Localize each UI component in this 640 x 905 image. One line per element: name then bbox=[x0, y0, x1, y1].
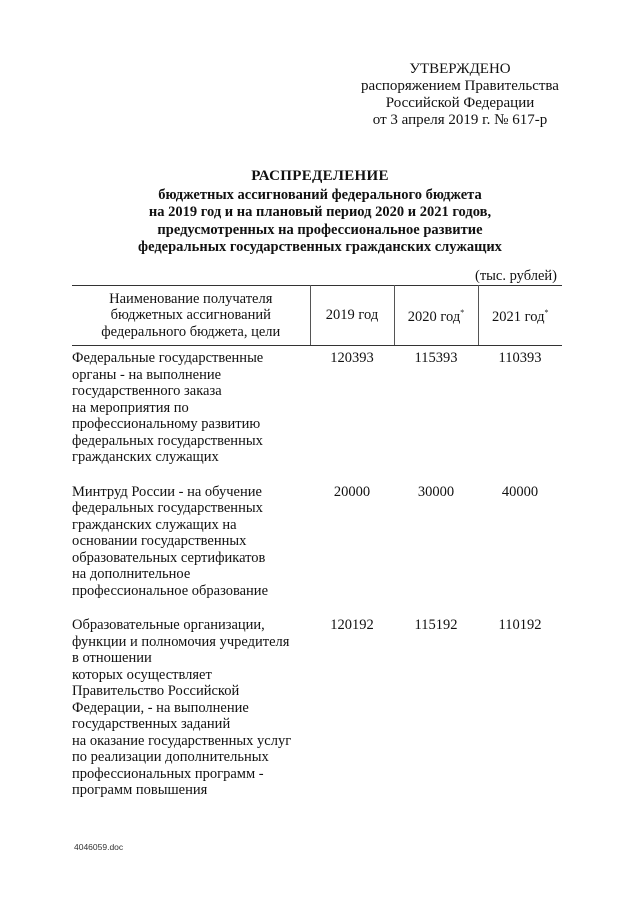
recipient-line: государственного заказа bbox=[72, 383, 222, 399]
approval-date-number: от 3 апреля 2019 г. № 617-р bbox=[372, 112, 548, 128]
value-2019: 120192 bbox=[330, 617, 374, 633]
title-line-1: бюджетных ассигнований федерального бюджета bbox=[158, 186, 482, 203]
recipient-line: профессиональных программ - bbox=[72, 765, 264, 782]
document-title bbox=[100, 168, 540, 257]
recipient-line: профессиональному развитию bbox=[72, 416, 261, 432]
recipient-line: на дополнительное bbox=[72, 566, 191, 582]
value-2020: 115393 bbox=[414, 350, 458, 366]
recipient-line: Федеральные государственные bbox=[72, 350, 264, 366]
header-2019 bbox=[310, 286, 394, 346]
value-2019: 20000 bbox=[333, 483, 371, 500]
recipient-line: на оказание государственных услуг bbox=[72, 732, 292, 749]
table-header-row bbox=[72, 286, 562, 346]
header-2020 bbox=[394, 286, 478, 346]
header-2020-label: 2020 год bbox=[407, 309, 461, 326]
recipient-line: функции и полномочия учредителя bbox=[72, 633, 290, 650]
recipient-line: гражданских служащих на bbox=[72, 516, 237, 533]
header-2021 bbox=[478, 286, 562, 346]
recipient-line: профессиональное образование bbox=[72, 582, 269, 599]
value-2021: 40000 bbox=[501, 483, 539, 500]
budget-table bbox=[72, 285, 562, 817]
header-recipient-line: бюджетных ассигнований bbox=[110, 307, 271, 324]
approval-order-line: распоряжением Правительства bbox=[361, 78, 559, 94]
recipient-line: Правительство Российской bbox=[72, 683, 240, 699]
recipient-line: в отношении bbox=[72, 650, 152, 666]
recipient-line: федеральных государственных bbox=[72, 432, 263, 449]
recipient-line: Образовательные организации, bbox=[72, 617, 265, 633]
recipient-line: которых осуществляет bbox=[72, 666, 212, 683]
value-2021: 110192 bbox=[498, 617, 542, 633]
value-2020: 115192 bbox=[414, 617, 458, 633]
row-recipient bbox=[72, 617, 310, 817]
table-row bbox=[72, 484, 562, 618]
recipient-line: основании государственных bbox=[72, 533, 247, 549]
value-2020: 30000 bbox=[417, 483, 455, 500]
header-2021-label: 2021 год bbox=[492, 309, 545, 326]
row-recipient bbox=[72, 484, 310, 618]
recipient-line: Минтруд России - на обучение bbox=[72, 483, 262, 500]
header-recipient bbox=[72, 286, 310, 346]
recipient-line: на мероприятия по bbox=[72, 399, 189, 416]
title-line-2: на 2019 год и на плановый период 2020 и 2021 годов, bbox=[148, 204, 492, 220]
document-filename: 4046059.doc bbox=[74, 842, 124, 852]
unit-label: (тыс. рублей) bbox=[475, 268, 557, 284]
recipient-line: федеральных государственных bbox=[72, 500, 263, 516]
header-2019-label: 2019 год bbox=[325, 307, 379, 324]
recipient-line: Федерации, - на выполнение bbox=[72, 699, 249, 716]
row-recipient bbox=[72, 346, 310, 484]
table-row bbox=[72, 617, 562, 817]
title-main: РАСПРЕДЕЛЕНИЕ bbox=[251, 168, 389, 184]
header-recipient-line: федерального бюджета, цели bbox=[101, 323, 281, 340]
value-2021: 110393 bbox=[498, 350, 542, 366]
recipient-line: образовательных сертификатов bbox=[72, 549, 266, 566]
recipient-line: программ повышения bbox=[72, 782, 208, 798]
title-line-3: предусмотренных на профессиональное развитие bbox=[157, 221, 483, 238]
value-2019: 120393 bbox=[330, 350, 374, 366]
footnote-mark: * bbox=[460, 308, 465, 318]
title-line-4: федеральных государственных гражданских служащих bbox=[138, 239, 502, 255]
recipient-line: гражданских служащих bbox=[72, 449, 219, 465]
recipient-line: государственных заданий bbox=[72, 716, 231, 732]
approval-heading: УТВЕРЖДЕНО bbox=[409, 61, 511, 77]
approval-stamp bbox=[340, 61, 580, 129]
header-recipient-line: Наименование получателя bbox=[109, 290, 273, 307]
approval-authority-line: Российской Федерации bbox=[385, 95, 535, 111]
recipient-line: по реализации дополнительных bbox=[72, 749, 269, 765]
table-row bbox=[72, 346, 562, 484]
footnote-mark: * bbox=[544, 308, 549, 318]
recipient-line: органы - на выполнение bbox=[72, 366, 222, 383]
